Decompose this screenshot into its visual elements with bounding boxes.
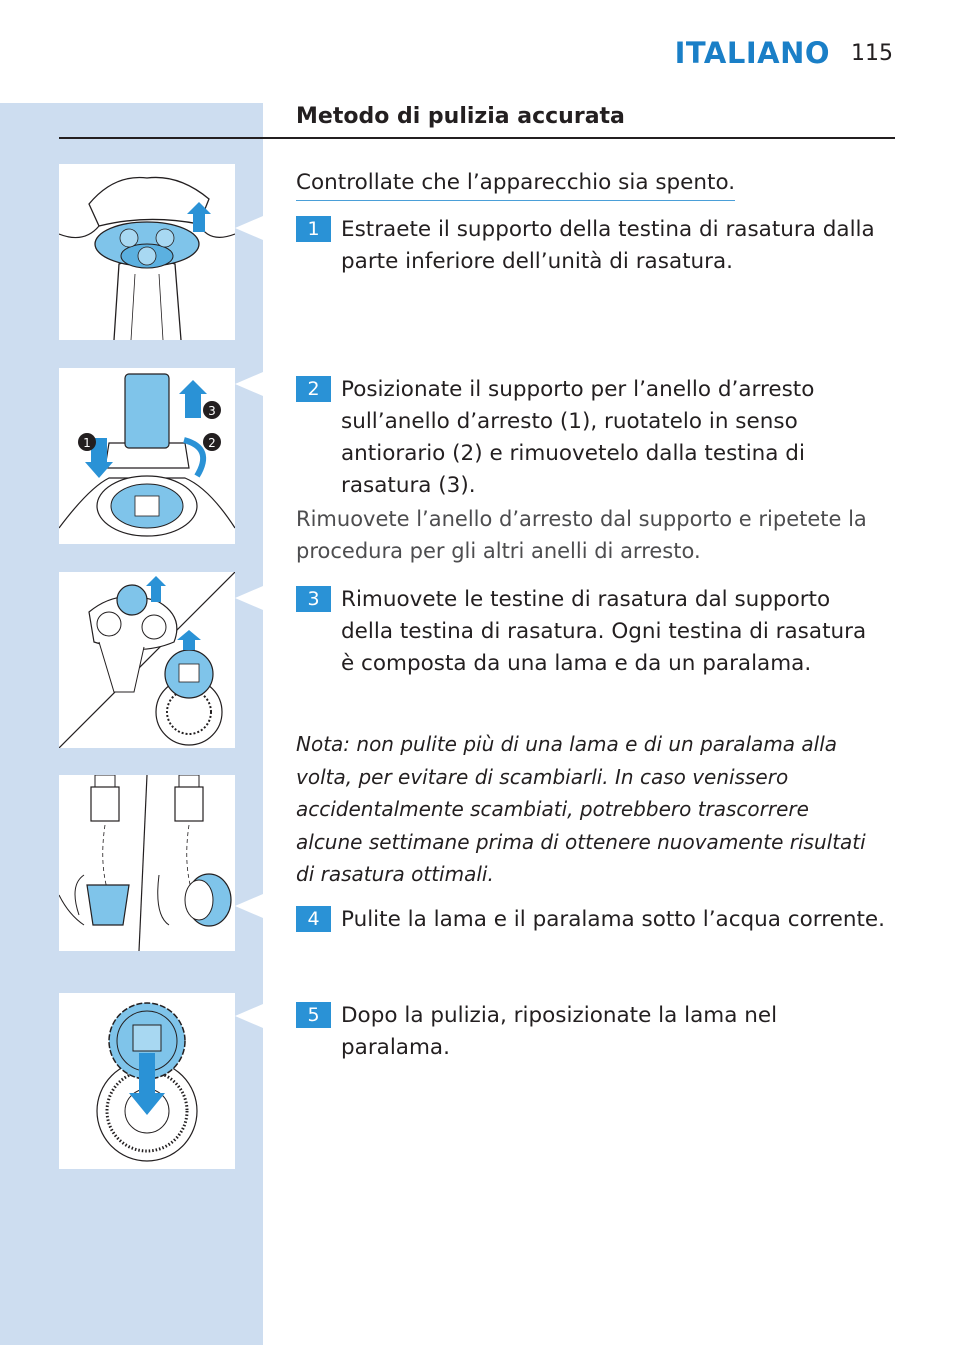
step-number-badge: 3 <box>296 586 331 612</box>
illustration-reassemble <box>59 993 235 1169</box>
illustration-retaining-ring <box>59 368 235 544</box>
language-label: ITALIANO <box>674 36 830 70</box>
step-text: Posizionate il supporto per l’anello d’arresto sull’anello d’arresto (1), ruotatelo in senso antiorario (2) e rimuovetelo dalla testina di rasatura (3). <box>341 377 815 498</box>
illustration-pointer <box>235 216 263 240</box>
intro-instruction: Controllate che l’apparecchio sia spento. <box>296 170 735 201</box>
step-number-badge: 5 <box>296 1002 331 1028</box>
callout-2: 2 <box>208 436 216 450</box>
note-text: Nota: non pulite più di una lama e di un paralama alla volta, per evitare di scambiarli. In caso venissero accidentalmente scambiati, potrebbero trascorrere alcune settimane prima di ottenere nuovamente risultati di rasatura ottimali. <box>296 732 866 886</box>
step-number-badge: 1 <box>296 216 331 242</box>
callout-1: 1 <box>83 436 91 450</box>
step-4 <box>296 904 886 936</box>
page-number: 115 <box>851 41 893 66</box>
step-text: Dopo la pulizia, riposizionate la lama nel paralama. <box>341 1003 778 1060</box>
step-text: Estraete il supporto della testina di rasatura dalla parte inferiore dell’unità di rasatura. <box>341 217 875 274</box>
illustration-remove-holder <box>59 164 235 340</box>
step-3 <box>296 584 886 680</box>
step-text: Rimuovete le testine di rasatura dal supporto della testina di rasatura. Ogni testina di rasatura è composta da una lama e da un paralama. <box>341 587 867 676</box>
step-number-badge: 4 <box>296 906 331 932</box>
step-text: Pulite la lama e il paralama sotto l’acqua corrente. <box>341 907 885 932</box>
step-1 <box>296 214 886 278</box>
title-rule <box>59 137 895 139</box>
illustration-remove-heads <box>59 572 235 748</box>
section-title: Metodo di pulizia accurata <box>296 104 625 129</box>
illustration-pointer <box>235 372 263 396</box>
illustration-pointer <box>235 586 263 610</box>
illustration-pointer <box>235 1004 263 1028</box>
callout-3: 3 <box>208 404 216 418</box>
step-5 <box>296 1000 886 1064</box>
illustration-rinse-tap <box>59 775 235 951</box>
step-2 <box>296 374 886 502</box>
illustration-pointer <box>235 894 263 918</box>
step-number-badge: 2 <box>296 376 331 402</box>
repeat-instruction: Rimuovete l’anello d’arresto dal supporto e ripetete la procedura per gli altri anelli di arresto. <box>296 507 867 563</box>
